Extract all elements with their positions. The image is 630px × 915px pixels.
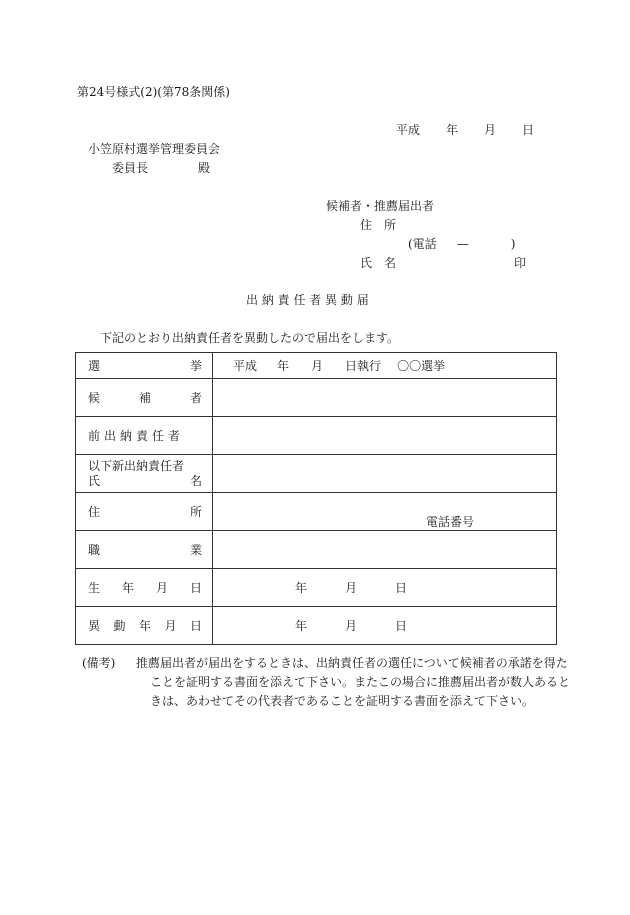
former-treasurer-text: 前出納責任者 [88,429,185,443]
addressee-honorific: 殿 [198,161,211,175]
occupation-label-char: 職 [88,543,101,557]
new-treasurer-value[interactable] [213,455,557,493]
birth-label-char: 年 [121,581,134,595]
row-occupation [76,531,557,569]
row-election [76,353,557,379]
birth-year: 年 [295,581,308,595]
row-candidate [76,379,557,417]
election-label-char: 選 [88,359,101,373]
row-former-treasurer [76,417,557,455]
addressee-org: 小笠原村選挙管理委員会 [88,142,221,156]
election-label-char: 挙 [189,359,202,373]
date-month: 月 [484,123,497,137]
change-day: 日 [395,619,408,633]
new-treasurer-line1: 以下新出納責任者 [88,458,185,473]
applicant-name-label: 氏 名 [360,256,397,270]
row-birthdate [76,569,557,607]
address-value[interactable] [213,493,557,531]
applicant-address-label: 住 所 [360,218,397,232]
candidate-value[interactable] [213,379,557,417]
occupation-label-char: 業 [189,543,202,557]
date-era: 平成 [396,123,421,137]
intro-text: 下記のとおり出納責任者を異動したので届出をします。 [100,331,400,345]
change-label-char: 動 [113,619,126,633]
former-treasurer-label [76,417,213,455]
date-year: 年 [446,123,459,137]
address-label-char: 所 [189,505,202,519]
birthdate-label [76,569,213,607]
new-treasurer-name-char: 名 [189,473,202,488]
page-title: 出 納 責 任 者 異 動 届 [246,293,369,307]
phone-close: ) [510,237,516,251]
applicant-role: 候補者・推薦届出者 [326,199,435,213]
new-treasurer-name-char: 氏 [88,473,101,488]
election-value[interactable] [213,353,557,379]
row-change-date [76,607,557,645]
phone-open: (電話 [408,237,437,251]
date-line [396,122,534,138]
row-new-treasurer [76,455,557,493]
address-label-char: 住 [88,505,101,519]
change-label-char: 年 [138,619,151,633]
election-day-exec: 日執行 [345,359,382,373]
notification-table [75,352,557,645]
candidate-label-char: 補 [138,391,151,405]
applicant-seal: 印 [514,256,527,270]
former-treasurer-value[interactable] [213,417,557,455]
birth-label-char: 月 [155,581,168,595]
change-date-label [76,607,213,645]
date-day: 日 [522,123,535,137]
occupation-value[interactable] [213,531,557,569]
election-year: 年 [277,359,290,373]
election-name: 〇〇選挙 [397,359,446,373]
address-label [76,493,213,531]
addressee-chair: 委員長 [112,161,149,175]
phone-dash: — [456,237,469,251]
birth-label-char: 日 [189,581,202,595]
change-year: 年 [295,619,308,633]
remarks-head: (備考) [82,656,116,670]
change-label-char: 日 [189,619,202,633]
candidate-label [76,379,213,417]
birth-month: 月 [345,581,358,595]
change-date-value[interactable] [213,607,557,645]
row-address [76,493,557,531]
candidate-label-char: 候 [88,391,101,405]
candidate-label-char: 者 [189,391,202,405]
applicant-phone-line [408,236,515,252]
occupation-label [76,531,213,569]
new-treasurer-label [76,455,213,493]
birth-day: 日 [395,581,408,595]
remarks-body: 推薦届出者が届出をするときは、出納責任者の選任について候補者の承諾を得たことを証明する書面を添えて下さい。またこの場合に推薦届出者が数人あるときは、あわせてその代表者であることを証明する書面を添えて下さい。 [136,656,571,708]
change-label-char: 月 [164,619,177,633]
election-era: 平成 [233,359,258,373]
addressee-chair-line [112,160,210,176]
birth-label-char: 生 [88,581,101,595]
birthdate-value[interactable] [213,569,557,607]
form-number: 第24号様式(2)(第78条関係) [77,85,230,99]
election-month: 月 [311,359,324,373]
election-label [76,353,213,379]
phone-number-label: 電話番号 [426,515,475,529]
change-label-char: 異 [88,619,101,633]
change-month: 月 [345,619,358,633]
